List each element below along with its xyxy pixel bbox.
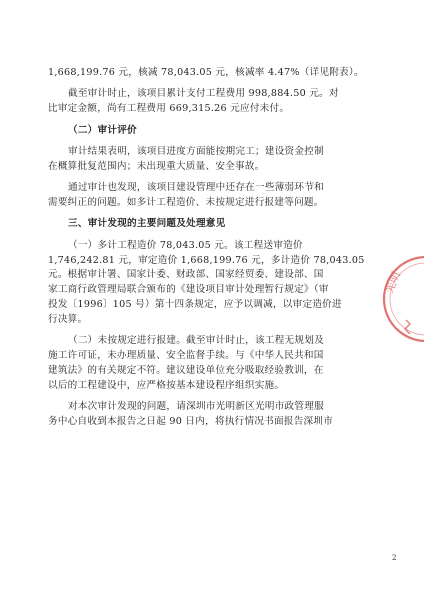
paragraph-line: 1,746,242.81 元，审定造价 1,668,199.76 元，多计造价 78,043.05 [48, 254, 365, 266]
paragraph-line: 对本次审计发现的问题，请深圳市光明新区光明市政管理服 [68, 400, 324, 412]
paragraph-line: 审计结果表明，该项目进度方面能按期完工；建设资金控制 [68, 145, 324, 157]
section-heading: 三、审计发现的主要问题及处理意见 [68, 218, 226, 230]
paragraph-line: 需要纠正的问题。如多计工程造价、未按规定进行报建等问题。 [48, 196, 324, 208]
official-seal-stamp [372, 250, 424, 348]
paragraph-line: 务中心自收到本报告之日起 90 日内，将执行情况书面报告深圳市 [48, 415, 334, 427]
paragraph-line: 建筑法》的有关规定不符。建议建设单位充分吸取经验教训，在 [48, 364, 324, 376]
paragraph-line: 截至审计时止，该项目累计支付工程费用 998,884.50 元。对 [68, 88, 339, 100]
paragraph-line: 行决算。 [48, 313, 88, 325]
page-number: 2 [392, 554, 397, 562]
paragraph-line: 施工许可证，未办理质量、安全监督手续。与《中华人民共和国 [48, 349, 324, 361]
paragraph-line: 元。根据审计署、国家计委、财政部、国家经贸委、建设部、国 [48, 269, 324, 281]
seal-text: 光明 [382, 269, 404, 296]
paragraph-line: 以后的工程建设中，应严格按基本建设程序组织实施。 [48, 379, 285, 391]
paragraph-line: （一）多计工程造价 78,043.05 元。该工程送审造价 [68, 239, 303, 251]
paragraph-line: 通过审计也发现，该项目建设管理中还存在一些薄弱环节和 [68, 182, 324, 194]
section-heading: （二）审计评价 [68, 124, 137, 136]
paragraph-line: （二）未按规定进行报建。截至审计时止，该工程无规划及 [68, 335, 324, 347]
document-body [48, 66, 376, 429]
paragraph-line: 在概算批复范围内；未出现重大质量、安全事故。 [48, 160, 265, 172]
paragraph-line: 家工商行政管理局联合颁布的《建设项目审计处理暂行规定》（审 [48, 284, 329, 296]
paragraph-line: 比审定金额，尚有工程费用 669,315.26 元应付未付。 [48, 103, 290, 115]
paragraph-line: 1,668,199.76 元，核减 78,043.05 元，核减率 4.47%（详见附表）。 [48, 67, 364, 78]
paragraph-line: 投发〔1996〕105 号）第十四条规定，应予以调减，以审定造价进 [48, 298, 342, 310]
